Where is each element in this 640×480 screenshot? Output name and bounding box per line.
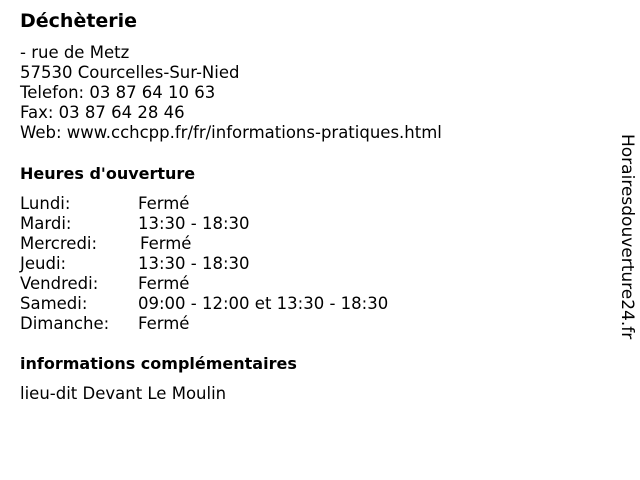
info-heading: informations complémentaires — [20, 354, 297, 373]
address-block — [20, 43, 442, 143]
web-line: Web: www.cchcpp.fr/fr/informations-pratiques.html — [20, 123, 442, 142]
hours-day: Jeudi: — [20, 254, 67, 273]
hours-day: Mardi: — [20, 214, 72, 233]
watermark — [614, 134, 640, 344]
hours-time: Fermé — [140, 234, 192, 253]
hours-day: Samedi: — [20, 294, 88, 313]
info-text: lieu-dit Devant Le Moulin — [20, 384, 227, 403]
hours-heading: Heures d'ouverture — [20, 164, 196, 183]
hours-time: 13:30 - 18:30 — [138, 254, 250, 273]
watermark-text: Horairesdouverture24.fr — [617, 134, 637, 340]
hours-time: Fermé — [138, 274, 190, 293]
phone-line: Telefon: 03 87 64 10 63 — [20, 83, 216, 102]
hours-day: Dimanche: — [20, 314, 110, 333]
page-title: Déchèterie — [20, 10, 138, 32]
hours-time: 13:30 - 18:30 — [138, 214, 250, 233]
hours-time: Fermé — [138, 314, 190, 333]
street-line: - rue de Metz — [20, 43, 130, 62]
hours-day: Vendredi: — [20, 274, 99, 293]
hours-day: Lundi: — [20, 194, 71, 213]
hours-day: Mercredi: — [20, 234, 98, 253]
hours-time: 09:00 - 12:00 et 13:30 - 18:30 — [138, 294, 389, 313]
fax-line: Fax: 03 87 64 28 46 — [20, 103, 185, 122]
city-line: 57530 Courcelles-Sur-Nied — [20, 63, 240, 82]
hours-time: Fermé — [138, 194, 190, 213]
